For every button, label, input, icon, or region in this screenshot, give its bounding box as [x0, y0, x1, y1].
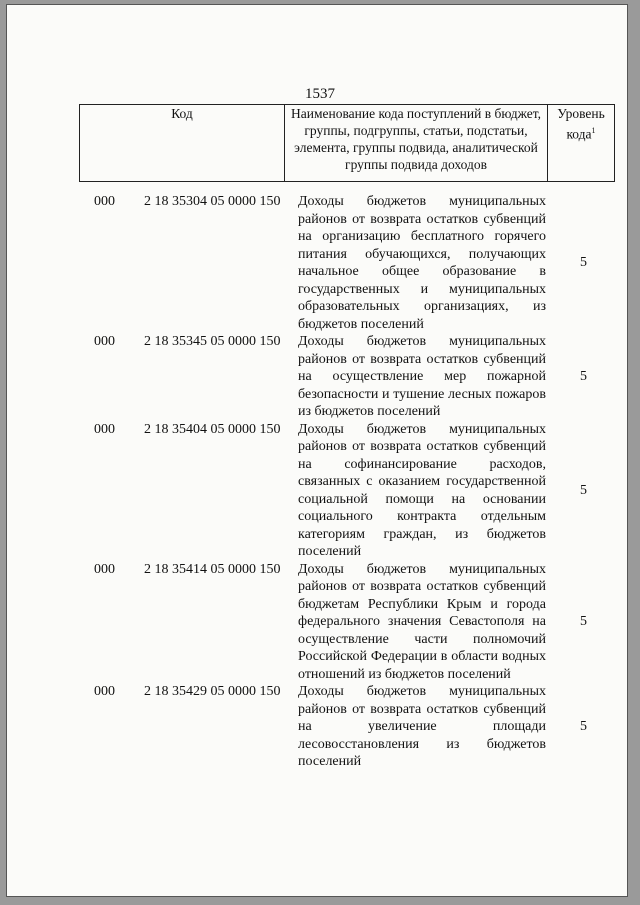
table-row — [0, 333, 640, 421]
row-description: Доходы бюджетов муниципальных районов от возврата остатков субвенций на софинансирование расходов, связанных с оказанием государственной социальной помощи на основании социального контракта отдельным категориям граждан, из бюджетов поселений — [298, 421, 546, 559]
row-level: 5 — [580, 482, 587, 498]
row-description: Доходы бюджетов муниципальных районов от возврата остатков субвенций на осуществление мер пожарной безопасности и тушение лесных пожаров из бюджетов поселений — [298, 334, 546, 419]
header-level-footnote: 1 — [591, 126, 596, 135]
table-row — [0, 561, 640, 684]
table-row — [0, 193, 640, 333]
row-description: Доходы бюджетов муниципальных районов от возврата остатков субвенций бюджетам Республики Крым и города федерального значения Севастополя на осуществление части полномочий Российской Федерации в области водных отношений из бюджетов поселений — [298, 561, 546, 682]
header-level — [548, 105, 615, 182]
table-row — [0, 683, 640, 771]
header-name: Наименование кода поступлений в бюджет, группы, подгруппы, статьи, подстатьи, элемента, группы подвида, аналитической группы подвида доходов — [285, 105, 548, 182]
row-level: 5 — [580, 613, 587, 629]
row-revenue-code: 2 18 35345 05 0000 150 — [144, 334, 281, 349]
row-admin-code: 000 — [94, 421, 115, 437]
row-admin-code: 000 — [94, 684, 115, 699]
header-level-label: Уровень кода — [557, 106, 605, 142]
row-revenue-code: 2 18 35404 05 0000 150 — [144, 421, 281, 437]
revenue-code-list — [0, 193, 640, 771]
row-revenue-code: 2 18 35429 05 0000 150 — [144, 684, 281, 699]
row-level: 5 — [580, 368, 587, 384]
row-description: Доходы бюджетов муниципальных районов от возврата остатков субвенций на увеличение площади лесовосстановления из бюджетов поселений — [298, 684, 546, 769]
header-code: Код — [80, 105, 285, 182]
page-number: 1537 — [305, 86, 335, 102]
row-revenue-code: 2 18 35414 05 0000 150 — [144, 561, 281, 577]
row-level: 5 — [580, 255, 587, 270]
table-row — [0, 421, 640, 561]
row-admin-code: 000 — [94, 334, 115, 349]
row-admin-code: 000 — [94, 561, 115, 577]
row-level: 5 — [580, 718, 587, 734]
row-description: Доходы бюджетов муниципальных районов от возврата остатков субвенций на организацию бесплатного горячего питания обучающихся, получающих начальное общее образование в государственных и муниципальных образовательных организациях, из бюджетов поселений — [298, 194, 546, 332]
row-revenue-code: 2 18 35304 05 0000 150 — [144, 194, 281, 209]
table-header — [79, 104, 615, 182]
row-admin-code: 000 — [94, 194, 115, 209]
